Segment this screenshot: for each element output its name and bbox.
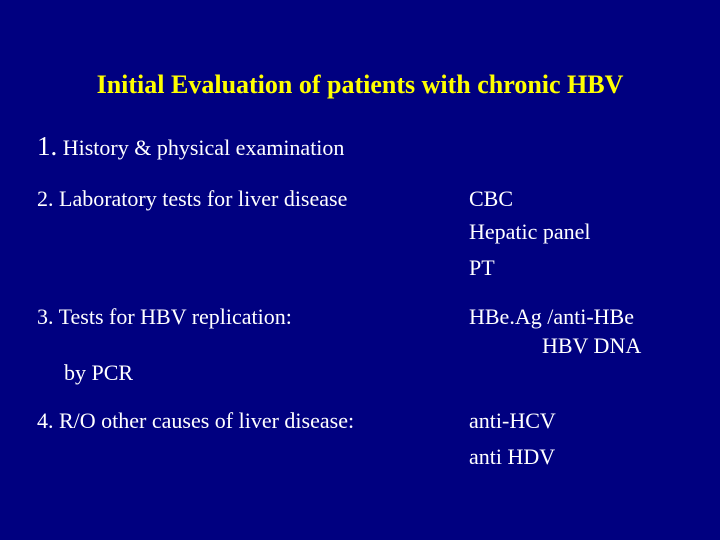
item-text: History & physical examination (57, 135, 345, 160)
lab-cbc: CBC (469, 186, 514, 211)
item-lab-tests: 2. Laboratory tests for liver disease (37, 186, 348, 211)
item-other-causes: 4. R/O other causes of liver disease: (37, 408, 355, 433)
other-anti-hdv: anti HDV (469, 444, 556, 469)
lab-hepatic-panel: Hepatic panel (469, 219, 591, 244)
item-number: 1. (37, 131, 58, 161)
lab-pt: PT (469, 255, 495, 280)
slide-title: Initial Evaluation of patients with chronic HBV (96, 70, 624, 99)
other-anti-hcv: anti-HCV (469, 408, 556, 433)
item-by-pcr: by PCR (64, 360, 134, 385)
item-hbv-replication: 3. Tests for HBV replication: (37, 304, 292, 329)
replication-hbv-dna: HBV DNA (542, 333, 642, 358)
item-history (37, 131, 344, 163)
replication-hbeag: HBe.Ag /anti-HBe (469, 304, 634, 329)
